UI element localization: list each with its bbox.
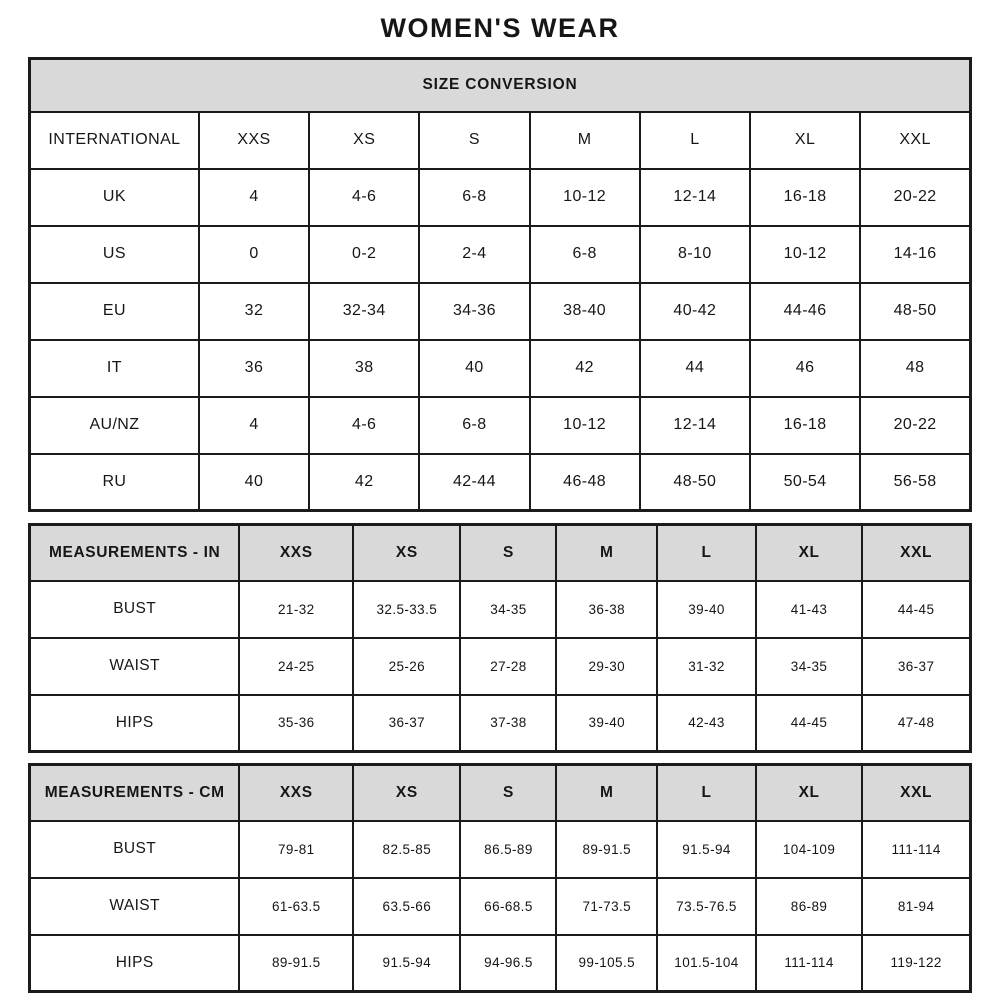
value-cell: 0-2 (309, 226, 419, 283)
table-row (30, 695, 971, 752)
row-label-cell: HIPS (30, 695, 240, 752)
table-row (30, 638, 971, 695)
value-cell: 16-18 (750, 397, 860, 454)
size-chart-sheet (28, 0, 972, 993)
value-cell: 29-30 (556, 638, 657, 695)
table-row (30, 581, 971, 638)
value-cell: 36-37 (353, 695, 460, 752)
table-row (30, 283, 971, 340)
value-cell: 79-81 (239, 821, 353, 878)
column-header-cell: XXS (199, 112, 309, 169)
value-cell: 10-12 (750, 226, 860, 283)
value-cell: 46-48 (530, 454, 640, 511)
value-cell: 36-37 (862, 638, 970, 695)
value-cell: 56-58 (860, 454, 970, 511)
value-cell: 10-12 (530, 397, 640, 454)
value-cell: 34-35 (756, 638, 862, 695)
measurements-cm-table (28, 763, 972, 993)
value-cell: 24-25 (239, 638, 353, 695)
value-cell: 32-34 (309, 283, 419, 340)
value-cell: 34-36 (419, 283, 529, 340)
value-cell: 46 (750, 340, 860, 397)
row-label-cell: HIPS (30, 935, 240, 992)
value-cell: 4-6 (309, 397, 419, 454)
column-header-cell: XXL (860, 112, 970, 169)
value-cell: 39-40 (556, 695, 657, 752)
value-cell: 41-43 (756, 581, 862, 638)
value-cell: 34-35 (460, 581, 556, 638)
value-cell: 42-44 (419, 454, 529, 511)
value-cell: 111-114 (756, 935, 862, 992)
value-cell: 20-22 (860, 169, 970, 226)
row-label-cell: WAIST (30, 638, 240, 695)
value-cell: 39-40 (657, 581, 756, 638)
value-cell: 47-48 (862, 695, 970, 752)
table-header-cell: MEASUREMENTS - IN (30, 525, 240, 581)
column-header-cell: XXS (239, 765, 353, 821)
table-row (30, 878, 971, 935)
value-cell: 40 (419, 340, 529, 397)
value-cell: 40-42 (640, 283, 750, 340)
column-header-cell: L (640, 112, 750, 169)
value-cell: 89-91.5 (239, 935, 353, 992)
row-label-cell: IT (30, 340, 199, 397)
value-cell: 0 (199, 226, 309, 283)
value-cell: 20-22 (860, 397, 970, 454)
value-cell: 81-94 (862, 878, 970, 935)
value-cell: 32 (199, 283, 309, 340)
value-cell: 86.5-89 (460, 821, 556, 878)
column-header-cell: XL (750, 112, 860, 169)
value-cell: 50-54 (750, 454, 860, 511)
column-header-cell: XL (756, 525, 862, 581)
value-cell: 16-18 (750, 169, 860, 226)
value-cell: 119-122 (862, 935, 970, 992)
value-cell: 91.5-94 (657, 821, 756, 878)
page-title: WOMEN'S WEAR (380, 13, 620, 43)
value-cell: 36 (199, 340, 309, 397)
value-cell: 36-38 (556, 581, 657, 638)
value-cell: 44-46 (750, 283, 860, 340)
value-cell: 25-26 (353, 638, 460, 695)
value-cell: 86-89 (756, 878, 862, 935)
value-cell: 44-45 (862, 581, 970, 638)
value-cell: 32.5-33.5 (353, 581, 460, 638)
column-header-cell: M (556, 765, 657, 821)
value-cell: 14-16 (860, 226, 970, 283)
value-cell: 48-50 (860, 283, 970, 340)
value-cell: 4 (199, 397, 309, 454)
value-cell: 38-40 (530, 283, 640, 340)
size-conversion-table (28, 57, 972, 512)
measurements-in-table (28, 523, 972, 753)
table-row (30, 169, 971, 226)
value-cell: 10-12 (530, 169, 640, 226)
column-header-cell: XXL (862, 525, 970, 581)
value-cell: 91.5-94 (353, 935, 460, 992)
value-cell: 4-6 (309, 169, 419, 226)
column-header-cell: L (657, 525, 756, 581)
value-cell: 101.5-104 (657, 935, 756, 992)
column-header-cell: S (460, 525, 556, 581)
column-header-cell: XXS (239, 525, 353, 581)
value-cell: 82.5-85 (353, 821, 460, 878)
row-label-cell: EU (30, 283, 199, 340)
value-cell: 63.5-66 (353, 878, 460, 935)
value-cell: 42 (309, 454, 419, 511)
value-cell: 48 (860, 340, 970, 397)
column-header-cell: XS (353, 525, 460, 581)
table-banner: SIZE CONVERSION (30, 59, 971, 112)
value-cell: 48-50 (640, 454, 750, 511)
column-header-cell: XS (353, 765, 460, 821)
value-cell: 2-4 (419, 226, 529, 283)
value-cell: 21-32 (239, 581, 353, 638)
value-cell: 104-109 (756, 821, 862, 878)
value-cell: 44 (640, 340, 750, 397)
value-cell: 8-10 (640, 226, 750, 283)
value-cell: 38 (309, 340, 419, 397)
column-header-cell: M (530, 112, 640, 169)
value-cell: 6-8 (530, 226, 640, 283)
value-cell: 6-8 (419, 397, 529, 454)
value-cell: 40 (199, 454, 309, 511)
value-cell: 111-114 (862, 821, 970, 878)
value-cell: 12-14 (640, 397, 750, 454)
table-row (30, 454, 971, 511)
table-row (30, 935, 971, 992)
value-cell: 42-43 (657, 695, 756, 752)
row-label-cell: WAIST (30, 878, 240, 935)
value-cell: 42 (530, 340, 640, 397)
value-cell: 6-8 (419, 169, 529, 226)
row-label-cell: UK (30, 169, 199, 226)
value-cell: 94-96.5 (460, 935, 556, 992)
value-cell: 27-28 (460, 638, 556, 695)
value-cell: 37-38 (460, 695, 556, 752)
column-header-cell: L (657, 765, 756, 821)
column-header-cell: XXL (862, 765, 970, 821)
table-row (30, 340, 971, 397)
column-header-cell: XL (756, 765, 862, 821)
row-label-cell: AU/NZ (30, 397, 199, 454)
value-cell: 66-68.5 (460, 878, 556, 935)
table-row (30, 821, 971, 878)
column-header-cell: XS (309, 112, 419, 169)
value-cell: 12-14 (640, 169, 750, 226)
column-header-cell: M (556, 525, 657, 581)
value-cell: 31-32 (657, 638, 756, 695)
value-cell: 61-63.5 (239, 878, 353, 935)
value-cell: 44-45 (756, 695, 862, 752)
row-label-cell: US (30, 226, 199, 283)
value-cell: 4 (199, 169, 309, 226)
value-cell: 89-91.5 (556, 821, 657, 878)
value-cell: 99-105.5 (556, 935, 657, 992)
table-row (30, 397, 971, 454)
column-header-cell: S (419, 112, 529, 169)
column-header-cell: INTERNATIONAL (30, 112, 199, 169)
row-label-cell: RU (30, 454, 199, 511)
row-label-cell: BUST (30, 821, 240, 878)
table-row (30, 226, 971, 283)
column-header-cell: S (460, 765, 556, 821)
value-cell: 35-36 (239, 695, 353, 752)
value-cell: 71-73.5 (556, 878, 657, 935)
value-cell: 73.5-76.5 (657, 878, 756, 935)
table-header-cell: MEASUREMENTS - CM (30, 765, 240, 821)
row-label-cell: BUST (30, 581, 240, 638)
